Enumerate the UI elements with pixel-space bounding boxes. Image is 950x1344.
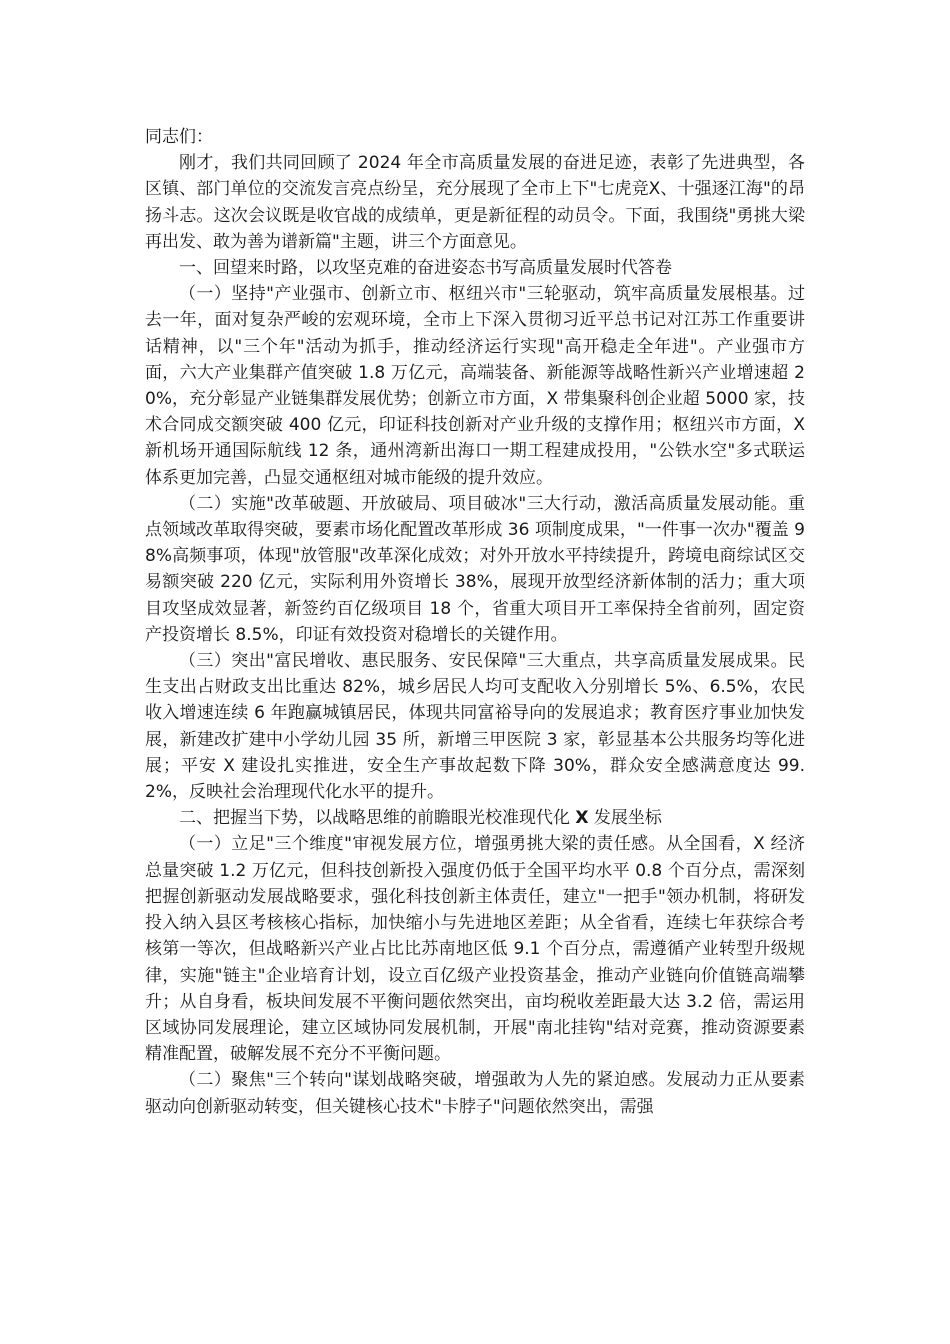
section-2-heading-suffix: 发展坐标 (588, 808, 662, 829)
section-2-paragraph-1: （一）立足"三个维度"审视发展方位，增强勇挑大梁的责任感。从全国看，X 经济总量突破 1.2 万亿元，但科技创新投入强度仍低于全国平均水平 0.8 个百分点，需深刻把握创新驱动发展战略要求，强化科技创新主体责任，建立"一把手"领办机制，将研发投入纳入县区考核核心指标，加快缩小与先进地区差距；从全省看，连续七年获综合考核第一等次，但战略新兴产业占比比苏南地区低 9.1 个百分点，需遵循产业转型升级规律，实施"链主"企业培育计划，设立百亿级产业投资基金，推动产业链向价值链高端攀升；从自身看，板块间发展不平衡问题依然突出，亩均税收差距最大达 3.2 倍，需运用区域协同发展理论，建立区域协同发展机制，开展"南北挂钩"结对竞赛，推动资源要素精准配置，破解发展不充分不平衡问题。 (145, 834, 805, 1065)
section-2-paragraph-2: （二）聚焦"三个转向"谋划战略突破，增强敢为人先的紧迫感。发展动力正从要素驱动向创新驱动转变，但关键核心技术"卡脖子"问题依然突出，需强 (145, 1070, 805, 1117)
salutation: 同志们： (145, 127, 213, 147)
section-1-paragraph-1: （一）坚持"产业强市、创新立市、枢纽兴市"三轮驱动，筑牢高质量发展根基。过去一年，面对复杂严峻的宏观环境，全市上下深入贯彻习近平总书记对江苏工作重要讲话精神，以"三个年"活动为抓手，推动经济运行实现"高开稳走全年进"。产业强市方面，六大产业集群产值突破 1.8 万亿元，高端装备、新能源等战略性新兴产业增速超 20%，充分彰显产业链集群发展优势；创新立市方面，X 带集聚科创企业超 5000 家，技术合同成交额突破 400 亿元，印证科技创新对产业升级的支撑作用；枢纽兴市方面，X 新机场开通国际航线 12 条，通州湾新出海口一期工程建成投用，"公铁水空"多式联运体系更加完善，凸显交通枢纽对城市能级的提升效应。 (145, 284, 805, 488)
section-1-heading: 一、回望来时路，以攻坚克难的奋进姿态书写高质量发展时代答卷 (179, 258, 672, 279)
section-1-paragraph-2: （二）实施"改革破题、开放破局、项目破冰"三大行动，激活高质量发展动能。重点领域改革取得突破，要素市场化配置改革形成 36 项制度成果，"一件事一次办"覆盖 98%高频事项，体现"放管服"改革深化成效；对外开放水平持续提升，跨境电商综试区交易额突破 220 亿元，实际利用外资增长 38%，展现开放型经济新体制的活力；重大项目攻坚成效显著，新签约百亿级项目 18 个，省重大项目开工率保持全省前列，固定资产投资增长 8.5%，印证有效投资对稳增长的关键作用。 (145, 493, 805, 645)
section-2-heading (145, 805, 805, 831)
section-2-heading-bold: X (575, 808, 589, 829)
document-body (145, 124, 805, 1120)
section-2-heading-prefix: 二、把握当下势，以战略思维的前瞻眼光校准现代化 (179, 808, 576, 829)
section-1-paragraph-3: （三）突出"富民增收、惠民服务、安民保障"三大重点，共享高质量发展成果。民生支出占财政支出比重达 82%，城乡居民人均可支配收入分别增长 5%、6.5%，农民收入增速连续 6 年跑赢城镇居民，体现共同富裕导向的发展追求；教育医疗事业加快发展，新建改扩建中小学幼儿园 35 所，新增三甲医院 3 家，彰显基本公共服务均等化进展；平安 X 建设扎实推进，安全生产事故起数下降 30%，群众安全感满意度达 99.2%，反映社会治理现代化水平的提升。 (145, 651, 805, 803)
intro-paragraph: 刚才，我们共同回顾了 2024 年全市高质量发展的奋进足迹，表彰了先进典型，各区镇、部门单位的交流发言亮点纷呈，充分展现了全市上下"七虎竞X、十强逐江海"的昂扬斗志。这次会议既是收官战的成绩单，更是新征程的动员令。下面，我围绕"勇挑大梁再出发、敢为善为谱新篇"主题，讲三个方面意见。 (145, 153, 805, 252)
